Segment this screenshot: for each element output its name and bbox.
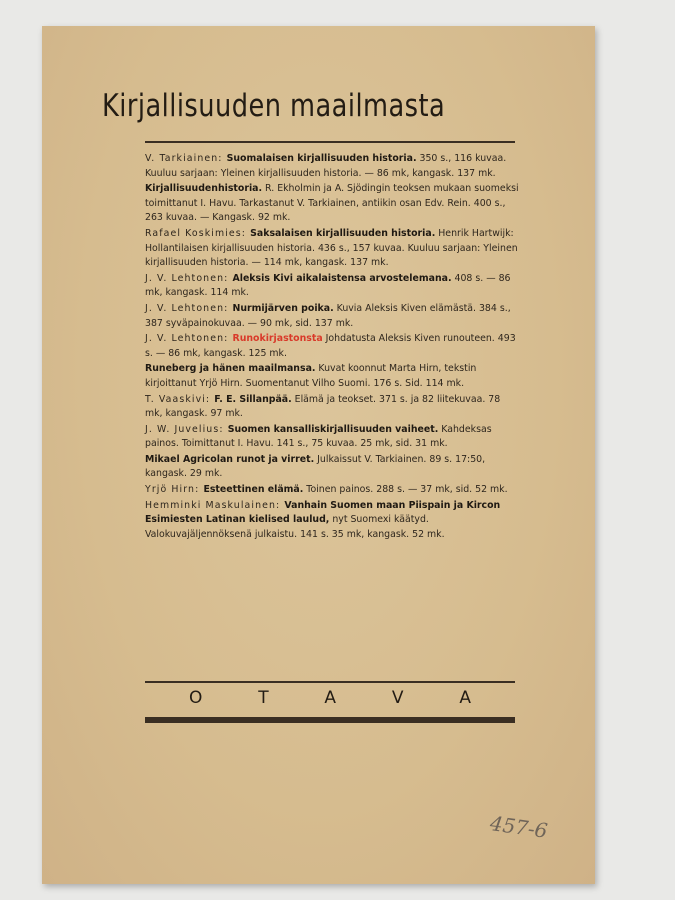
entry-author: J. V. Lehtonen: (145, 333, 233, 345)
entry-title: Suomen kansalliskirjallisuuden vaiheet. (227, 423, 439, 435)
entry-details: 350 s., 116 kuvaa. Kuuluu sarjaan: Yleinen kirjallisuuden historia. — 86 mk, kangask. 137 mk. (145, 153, 507, 179)
entry-author: J. V. Lehtonen: (145, 302, 233, 314)
book-entry (145, 182, 519, 226)
entry-author: Rafael Koskimies: (145, 227, 251, 239)
entry-details: Henrik Hartwijk: Hollantilaisen kirjallisuuden historia. 436 s., 157 kuvaa. Kuuluu sarjaan: Yleinen kirjallisuuden historia. — 114 mk, kangask. 137 mk. (145, 227, 518, 269)
publisher-letter: A (324, 688, 337, 708)
book-entry (145, 227, 519, 271)
book-entry (145, 152, 519, 181)
entry-author: J. V. Lehtonen: (145, 272, 233, 284)
entry-details: Elämä ja teokset. 371 s. ja 82 liitekuvaa. 78 mk, kangask. 97 mk. (145, 393, 501, 420)
entry-details: R. Ekholmin ja A. Sjödingin teoksen mukaan suomeksi toimittanut I. Havu. Tarkastanut V. Tarkiainen, antiikin osan Edv. Rein. 400 s., 263 kuvaa. — Kangask. 92 mk. (145, 183, 519, 224)
entry-details: Kuvat koonnut Marta Hirn, tekstin kirjoittanut Yrjö Hirn. Suomentanut Vilho Suomi. 176 s. Sid. 114 mk. (145, 363, 477, 389)
page-title: Kirjallisuuden maailmasta (102, 88, 446, 124)
book-entry (145, 393, 519, 422)
publisher-name (145, 688, 515, 708)
book-entry (145, 453, 519, 482)
publisher-letter: T (258, 688, 269, 708)
entry-details: Toinen painos. 288 s. — 37 mk, sid. 52 mk. (303, 484, 508, 496)
bottom-divider (145, 717, 515, 723)
entry-title: Nurmijärven poika. (232, 302, 334, 314)
entry-author: V. Tarkiainen: (145, 153, 227, 164)
pencil-note: 457-6 (488, 811, 550, 843)
book-entry (145, 483, 519, 498)
publisher-letter: O (189, 688, 203, 708)
entry-author: Yrjö Hirn: (145, 484, 204, 496)
entry-details: 408 s. — 86 mk, kangask. 114 mk. (145, 272, 511, 299)
entry-details: Julkaissut V. Tarkiainen. 89 s. 17:50, kangask. 29 mk. (145, 453, 486, 480)
book-entry (145, 362, 519, 391)
entry-author: T. Vaaskivi: (145, 393, 215, 405)
entry-title: Vanhain Suomen maan Piispain ja Kircon Esimiesten Latinan kielised laulud, (145, 499, 501, 526)
book-entry (145, 332, 519, 361)
entry-details: Kuvia Aleksis Kiven elämästä. 384 s., 387 syväpainokuvaa. — 90 mk, sid. 137 mk. (145, 302, 511, 329)
entry-title: Saksalaisen kirjallisuuden historia. (250, 227, 436, 239)
entry-title: Runeberg ja hänen maailmansa. (145, 363, 316, 375)
book-entry (145, 302, 519, 331)
book-entry (145, 499, 519, 543)
book-entry (145, 423, 519, 452)
entry-title: Mikael Agricolan runot ja virret. (145, 453, 315, 465)
entry-details: Johdatusta Aleksis Kiven runouteen. 493 s. — 86 mk, kangask. 125 mk. (145, 333, 516, 359)
entry-title: Suomalaisen kirjallisuuden historia. (226, 153, 417, 164)
entry-details: nyt Suomexi käätyd. Valokuvajäljennöksenä julkaistu. 141 s. 35 mk, kangask. 52 mk. (145, 514, 445, 540)
top-divider (145, 141, 515, 143)
entry-title: Kirjallisuudenhistoria. (145, 183, 263, 195)
entry-title: Aleksis Kivi aikalaistensa arvostelemana. (232, 272, 452, 284)
book-entry (145, 272, 519, 301)
entry-title: F. E. Sillanpää. (214, 393, 292, 405)
red-stamp-text: Runokirjastonsta (232, 333, 323, 345)
entry-title: Esteettinen elämä. (203, 484, 304, 496)
book-list (145, 152, 519, 543)
entry-author: Hemminki Maskulainen: (145, 499, 285, 511)
publisher-letter: V (391, 688, 404, 708)
entry-details: Kahdeksas painos. Toimittanut I. Havu. 141 s., 75 kuvaa. 25 mk, sid. 31 mk. (145, 423, 492, 450)
middle-divider (145, 681, 515, 683)
entry-author: J. W. Juvelius: (145, 423, 228, 435)
publisher-letter: A (459, 688, 471, 708)
